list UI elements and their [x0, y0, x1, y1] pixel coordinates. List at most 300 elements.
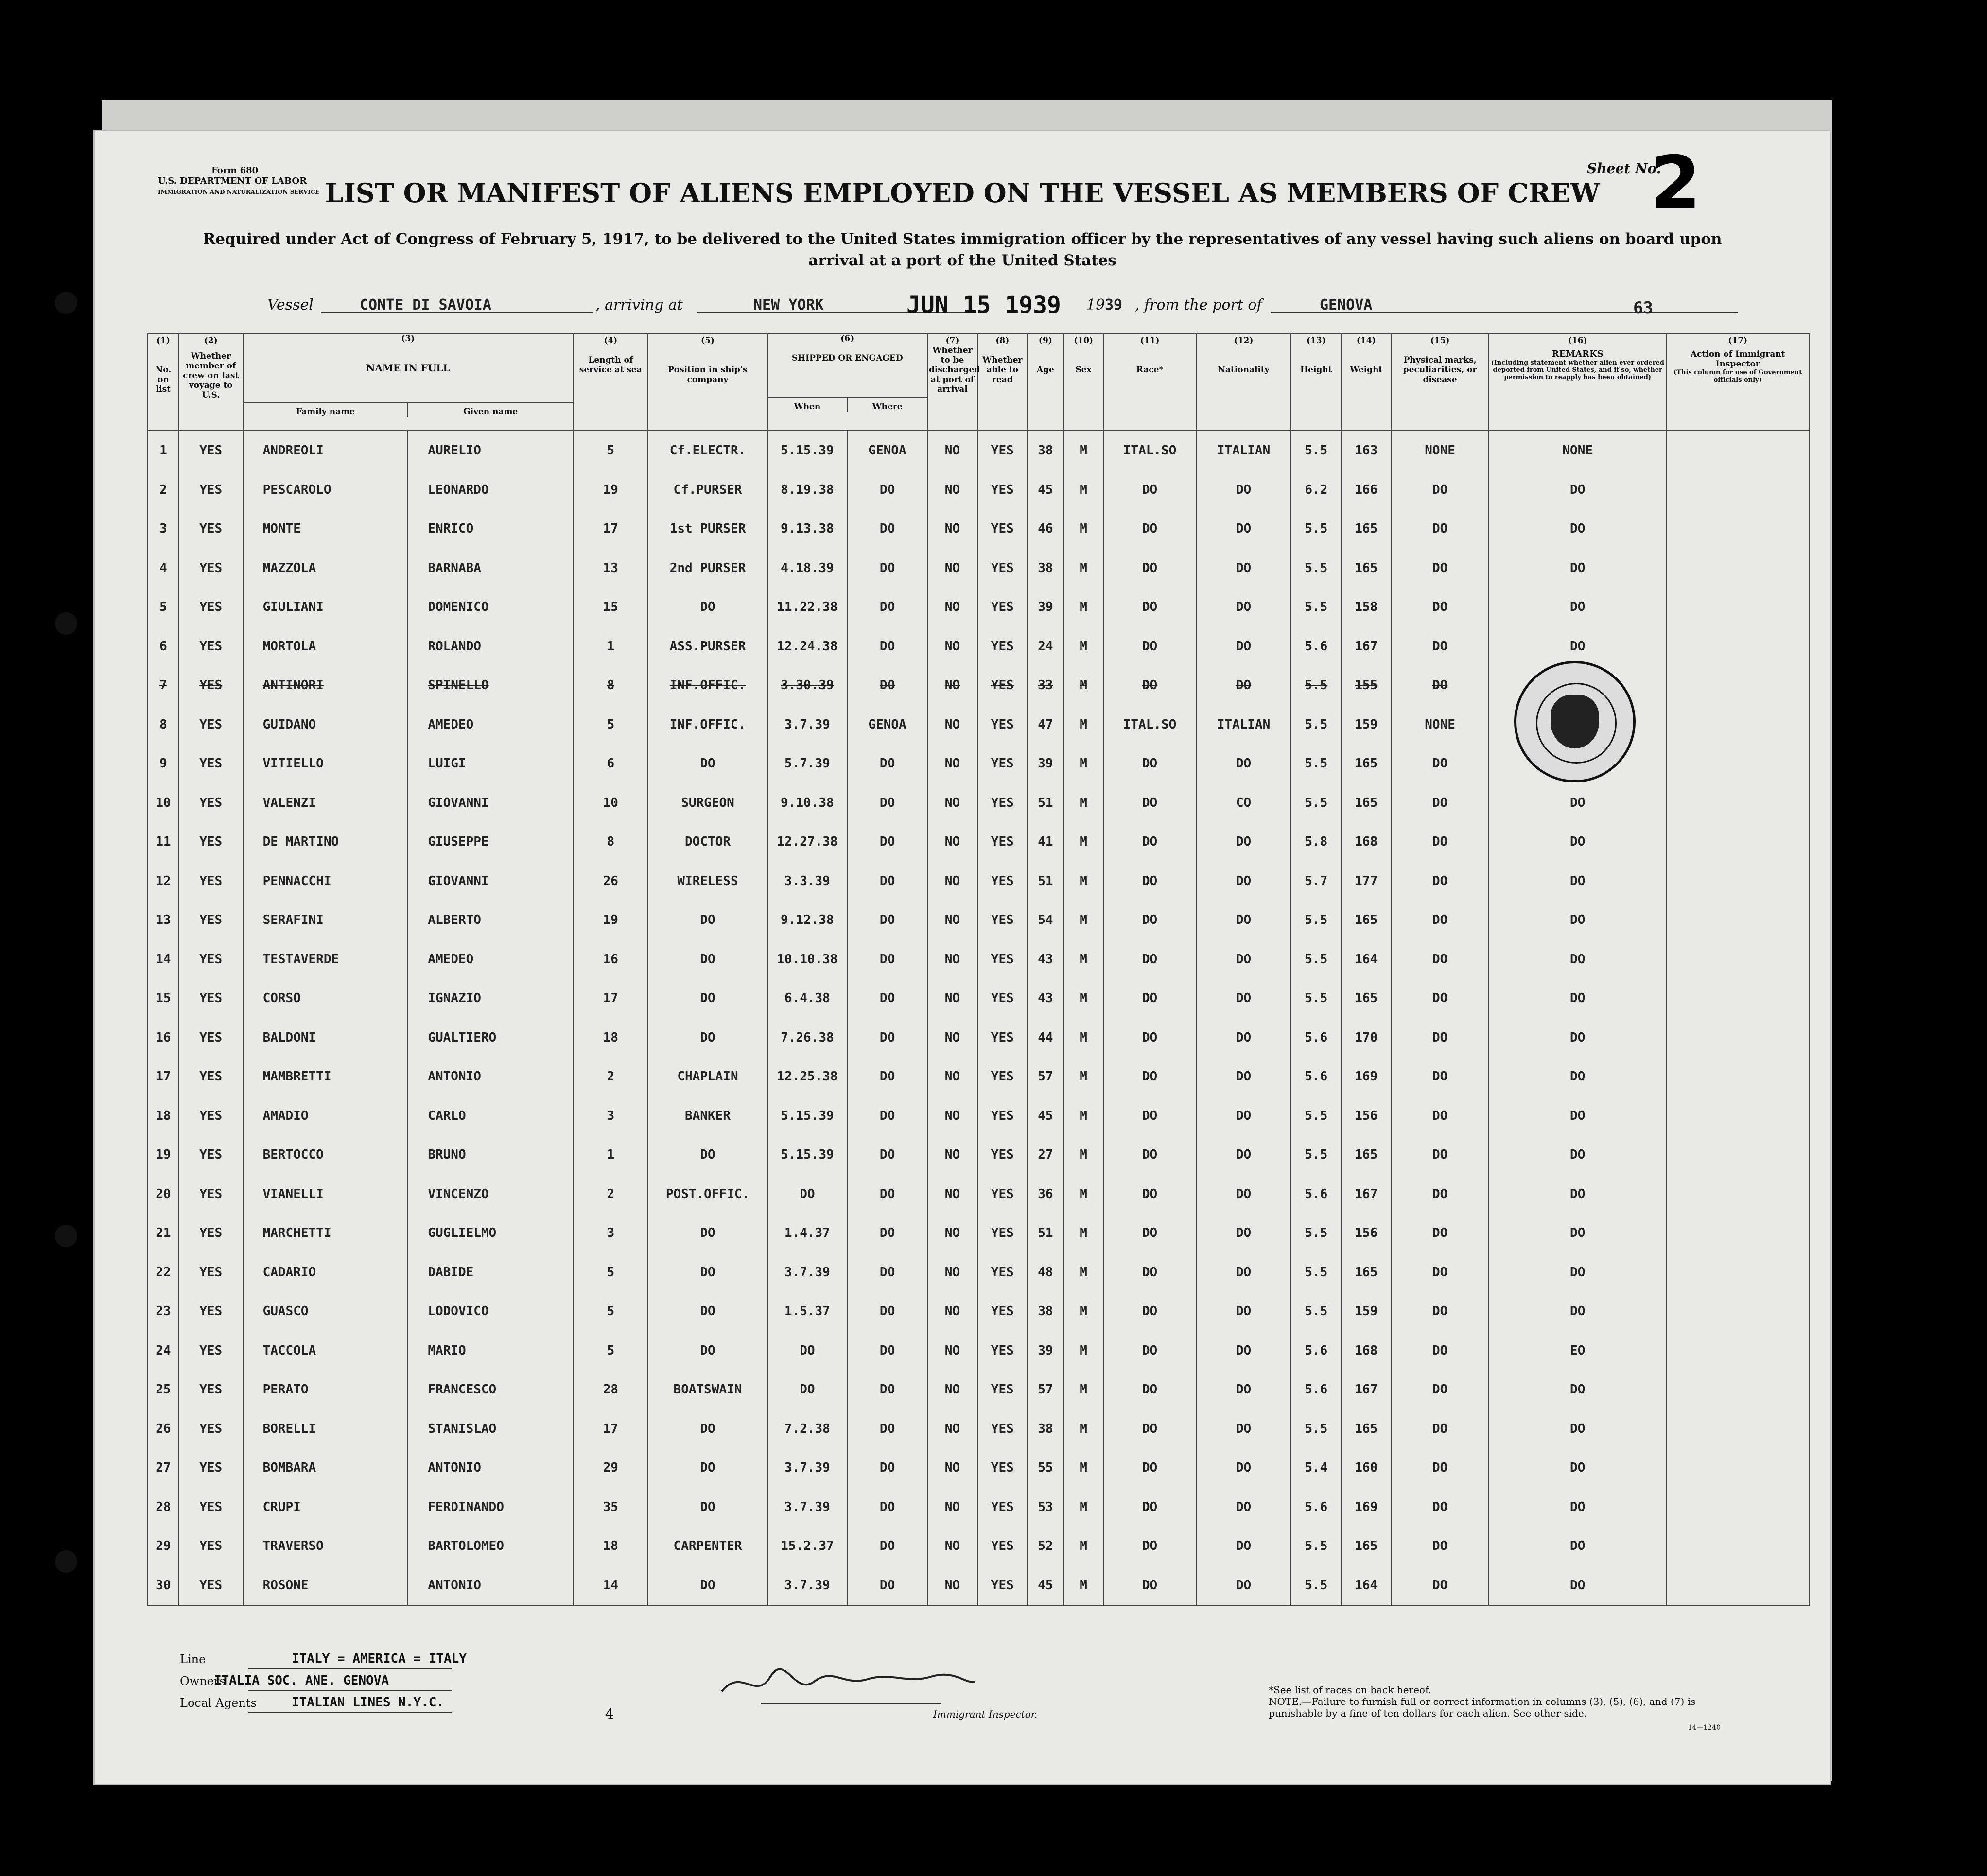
- table-cell: DO: [1391, 666, 1489, 705]
- table-cell: M: [1063, 1096, 1103, 1136]
- table-cell: 5.6: [1291, 1331, 1341, 1371]
- table-cell: 165: [1341, 744, 1391, 783]
- table-cell: EO: [1489, 1331, 1666, 1371]
- table-cell: YES: [179, 744, 243, 783]
- table-cell: 7: [148, 666, 179, 705]
- table-cell: 2: [573, 1175, 648, 1214]
- table-cell: GUASCO: [243, 1292, 408, 1331]
- table-cell: DO: [847, 1057, 927, 1096]
- table-cell: YES: [977, 940, 1028, 979]
- col-header-read: (8) Whether able to read: [977, 333, 1028, 431]
- table-cell: DO: [1489, 1018, 1666, 1058]
- table-cell: 44: [1028, 1018, 1063, 1058]
- table-cell: YES: [179, 549, 243, 588]
- binder-hole: [55, 1225, 77, 1247]
- table-cell: 16: [573, 940, 648, 979]
- table-cell: 160: [1341, 1448, 1391, 1488]
- table-cell: DO: [1103, 549, 1196, 588]
- table-row: [148, 783, 1809, 823]
- table-cell: DOMENICO: [408, 588, 573, 627]
- table-cell: DO: [1489, 783, 1666, 823]
- table-cell: CRUPI: [243, 1488, 408, 1527]
- col-header-position: (5) Position in ship's company: [648, 333, 767, 431]
- table-cell: M: [1063, 1331, 1103, 1371]
- table-cell: MARIO: [408, 1331, 573, 1371]
- table-cell: DO: [847, 1253, 927, 1292]
- table-cell: YES: [977, 979, 1028, 1018]
- table-cell: 1: [573, 627, 648, 666]
- table-cell: BOATSWAIN: [648, 1370, 767, 1409]
- table-cell: DO: [1103, 1370, 1196, 1409]
- table-cell: DO: [1103, 1527, 1196, 1566]
- table-cell: YES: [179, 979, 243, 1018]
- table-cell: DO: [847, 1175, 927, 1214]
- table-cell: 18: [573, 1018, 648, 1058]
- table-cell: 35: [573, 1488, 648, 1527]
- table-cell: M: [1063, 822, 1103, 862]
- table-cell: BRUNO: [408, 1135, 573, 1175]
- table-cell: 8: [573, 822, 648, 862]
- department-name: U.S. DEPARTMENT OF LABOR: [158, 176, 307, 186]
- table-cell: NO: [927, 1175, 977, 1214]
- table-cell: M: [1063, 1488, 1103, 1527]
- table-cell: YES: [977, 1488, 1028, 1527]
- table-cell: 47: [1028, 705, 1063, 745]
- table-cell-action: [1666, 744, 1809, 783]
- table-cell: YES: [977, 431, 1028, 470]
- table-cell: 12: [148, 862, 179, 901]
- table-cell: YES: [977, 1253, 1028, 1292]
- table-cell: M: [1063, 783, 1103, 823]
- table-cell: YES: [179, 588, 243, 627]
- table-cell: 5.15.39: [767, 1096, 848, 1136]
- table-cell: NONE: [1391, 705, 1489, 745]
- table-cell: 5.5: [1291, 783, 1341, 823]
- table-row: [148, 470, 1809, 510]
- table-cell: CO: [1196, 783, 1291, 823]
- table-cell: DO: [847, 744, 927, 783]
- table-cell: YES: [977, 1370, 1028, 1409]
- table-cell: YES: [977, 470, 1028, 510]
- table-cell: DO: [1103, 1096, 1196, 1136]
- table-cell: DO: [1391, 1292, 1489, 1331]
- table-cell: 5.5: [1291, 509, 1341, 549]
- table-cell: NO: [927, 1018, 977, 1058]
- table-cell: DO: [1489, 509, 1666, 549]
- table-cell: M: [1063, 1448, 1103, 1488]
- footer-line: [180, 1651, 467, 1666]
- table-cell: DO: [1391, 1096, 1489, 1136]
- table-cell: ITALIAN: [1196, 431, 1291, 470]
- table-cell: M: [1063, 1527, 1103, 1566]
- table-cell: MORTOLA: [243, 627, 408, 666]
- table-cell: AMEDEO: [408, 940, 573, 979]
- table-cell: 5.5: [1291, 1214, 1341, 1253]
- table-cell: 1: [148, 431, 179, 470]
- col-header-action: (17) Action of Immigrant Inspector (This column for use of Government officials only): [1666, 333, 1809, 431]
- agents-label: Local Agents: [180, 1696, 257, 1710]
- table-cell: DO: [1489, 470, 1666, 510]
- table-cell: DO: [1391, 470, 1489, 510]
- table-cell: 4: [148, 549, 179, 588]
- table-cell: MARCHETTI: [243, 1214, 408, 1253]
- table-cell: BORELLI: [243, 1409, 408, 1449]
- table-cell: NO: [927, 783, 977, 823]
- table-cell: NO: [927, 470, 977, 510]
- col-header-name: (3) NAME IN FULL Family name Given name: [243, 333, 573, 431]
- table-row: [148, 588, 1809, 627]
- table-cell: 5.6: [1291, 1018, 1341, 1058]
- col-header-physical: (15) Physical marks, peculiarities, or disease: [1391, 333, 1489, 431]
- table-row: [148, 1488, 1809, 1527]
- table-cell: DO: [847, 1331, 927, 1371]
- table-cell: M: [1063, 431, 1103, 470]
- table-cell-action: [1666, 1527, 1809, 1566]
- table-cell: 3.30.39: [767, 666, 848, 705]
- footer-owners: [180, 1673, 389, 1688]
- table-cell: ANTINORI: [243, 666, 408, 705]
- table-cell: 168: [1341, 1331, 1391, 1371]
- table-cell: DO: [1196, 940, 1291, 979]
- table-cell: POST.OFFIC.: [648, 1175, 767, 1214]
- table-cell: 5.6: [1291, 1370, 1341, 1409]
- table-cell-action: [1666, 1448, 1809, 1488]
- table-cell: 25: [148, 1370, 179, 1409]
- table-cell: DO: [1391, 1175, 1489, 1214]
- table-cell: 21: [148, 1214, 179, 1253]
- table-cell: 5.5: [1291, 940, 1341, 979]
- table-cell: DO: [648, 1331, 767, 1371]
- table-cell: DO: [847, 901, 927, 940]
- table-cell: 3.7.39: [767, 705, 848, 745]
- table-cell: BARNABA: [408, 549, 573, 588]
- table-cell: INF.OFFIC.: [648, 666, 767, 705]
- table-cell: 51: [1028, 783, 1063, 823]
- table-cell: BERTOCCO: [243, 1135, 408, 1175]
- table-cell: 5: [573, 705, 648, 745]
- table-cell: DO: [1489, 1448, 1666, 1488]
- owners-value: ITALIA SOC. ANE. GENOVA: [214, 1673, 389, 1688]
- table-cell: DO: [1196, 901, 1291, 940]
- table-cell: YES: [179, 822, 243, 862]
- table-cell: DO: [1489, 1527, 1666, 1566]
- table-cell: YES: [179, 1331, 243, 1371]
- service-name: IMMIGRATION AND NATURALIZATION SERVICE: [158, 189, 320, 195]
- table-cell: M: [1063, 979, 1103, 1018]
- table-cell: 17: [573, 1409, 648, 1449]
- table-cell: YES: [179, 705, 243, 745]
- penalty-note: NOTE.—Failure to furnish full or correct information in columns (3), (5), (6), and (7) is punishable by a fine of ten dollars for each alien. See other side.: [1269, 1696, 1696, 1719]
- table-cell: DO: [1489, 1214, 1666, 1253]
- table-cell: 17: [573, 979, 648, 1018]
- table-cell: YES: [977, 1135, 1028, 1175]
- table-cell: DO: [648, 1566, 767, 1606]
- table-cell: 36: [1028, 1175, 1063, 1214]
- table-cell-action: [1666, 627, 1809, 666]
- table-cell: 19: [573, 470, 648, 510]
- table-cell: 5.15.39: [767, 431, 848, 470]
- table-cell: 6.2: [1291, 470, 1341, 510]
- table-cell: M: [1063, 666, 1103, 705]
- table-cell: DO: [1196, 588, 1291, 627]
- table-cell: 5.5: [1291, 901, 1341, 940]
- table-cell: DO: [1103, 1409, 1196, 1449]
- departure-port: GENOVA: [1320, 296, 1373, 313]
- from-label: , from the port of: [1135, 296, 1262, 313]
- table-cell: 3: [573, 1214, 648, 1253]
- table-cell: DO: [1391, 588, 1489, 627]
- table-cell-action: [1666, 588, 1809, 627]
- table-cell: PENNACCHI: [243, 862, 408, 901]
- table-cell: 5.7: [1291, 862, 1341, 901]
- table-cell: NO: [927, 1057, 977, 1096]
- vessel-label: Vessel: [267, 296, 314, 313]
- table-cell: 13: [573, 549, 648, 588]
- table-cell: DO: [1103, 509, 1196, 549]
- table-cell: DO: [1391, 1527, 1489, 1566]
- table-cell: DO: [648, 901, 767, 940]
- table-cell: DO: [648, 588, 767, 627]
- table-cell: STANISLAO: [408, 1409, 573, 1449]
- table-cell: DO: [1196, 1175, 1291, 1214]
- table-cell: 5.5: [1291, 1566, 1341, 1606]
- col-header-height: (13) Height: [1291, 333, 1341, 431]
- table-cell: GUGLIELMO: [408, 1214, 573, 1253]
- table-cell: 5.5: [1291, 1135, 1341, 1175]
- table-cell: DO: [1489, 1253, 1666, 1292]
- table-cell: GUIDANO: [243, 705, 408, 745]
- table-cell: M: [1063, 1409, 1103, 1449]
- table-cell: DO: [1196, 979, 1291, 1018]
- table-cell: NONE: [1391, 431, 1489, 470]
- table-cell: YES: [977, 588, 1028, 627]
- table-cell: DO: [1103, 1566, 1196, 1606]
- table-cell: MAMBRETTI: [243, 1057, 408, 1096]
- table-cell: Cf.ELECTR.: [648, 431, 767, 470]
- table-cell: 5.4: [1291, 1448, 1341, 1488]
- table-cell: 15.2.37: [767, 1527, 848, 1566]
- table-cell: 5.6: [1291, 627, 1341, 666]
- table-cell: CADARIO: [243, 1253, 408, 1292]
- table-cell: DO: [847, 1370, 927, 1409]
- table-cell: 18: [148, 1096, 179, 1136]
- table-cell: DABIDE: [408, 1253, 573, 1292]
- col-header-family-name: Family name: [244, 403, 409, 417]
- binder-hole: [55, 292, 77, 314]
- table-cell: DO: [648, 1448, 767, 1488]
- table-cell-action: [1666, 1214, 1809, 1253]
- eagle-icon: [1551, 695, 1599, 748]
- table-cell: YES: [977, 1018, 1028, 1058]
- table-cell: SERAFINI: [243, 901, 408, 940]
- table-cell: VITIELLO: [243, 744, 408, 783]
- table-cell: BOMBARA: [243, 1448, 408, 1488]
- table-cell: PERATO: [243, 1370, 408, 1409]
- table-cell: DO: [1489, 1096, 1666, 1136]
- vessel-name: CONTE DI SAVOIA: [360, 296, 491, 313]
- table-cell: NO: [927, 509, 977, 549]
- table-cell: DO: [1489, 1292, 1666, 1331]
- table-cell: 38: [1028, 431, 1063, 470]
- table-cell: ITAL.SO: [1103, 705, 1196, 745]
- table-cell: DO: [1103, 666, 1196, 705]
- table-cell: 30: [148, 1566, 179, 1606]
- table-cell: DO: [1103, 783, 1196, 823]
- table-cell: DO: [1391, 1566, 1489, 1606]
- table-cell: 45: [1028, 1096, 1063, 1136]
- table-cell: 17: [148, 1057, 179, 1096]
- table-cell: LEONARDO: [408, 470, 573, 510]
- table-cell: 164: [1341, 940, 1391, 979]
- table-cell: DO: [1391, 783, 1489, 823]
- table-cell: LODOVICO: [408, 1292, 573, 1331]
- table-cell: 2nd PURSER: [648, 549, 767, 588]
- table-cell: NO: [927, 1096, 977, 1136]
- table-cell: DO: [1391, 744, 1489, 783]
- table-cell: DO: [1489, 901, 1666, 940]
- table-cell: DO: [1489, 1370, 1666, 1409]
- table-cell: 39: [1028, 1331, 1063, 1371]
- table-cell: ROLANDO: [408, 627, 573, 666]
- table-cell: 165: [1341, 901, 1391, 940]
- table-cell: NO: [927, 901, 977, 940]
- table-cell: 1: [573, 1135, 648, 1175]
- table-cell: ASS.PURSER: [648, 627, 767, 666]
- table-cell: 177: [1341, 862, 1391, 901]
- table-cell: DO: [847, 979, 927, 1018]
- table-cell: YES: [977, 901, 1028, 940]
- table-cell: NO: [927, 431, 977, 470]
- table-cell: PESCAROLO: [243, 470, 408, 510]
- table-cell-action: [1666, 509, 1809, 549]
- table-cell: DE MARTINO: [243, 822, 408, 862]
- col-header-discharged: (7) Whether to be discharged at port of arrival: [927, 333, 977, 431]
- table-cell-action: [1666, 666, 1809, 705]
- table-cell: DO: [1103, 1175, 1196, 1214]
- table-cell: DO: [1391, 940, 1489, 979]
- table-cell: DO: [1391, 1370, 1489, 1409]
- table-cell: DO: [1196, 1566, 1291, 1606]
- table-cell: DO: [1391, 862, 1489, 901]
- table-row: [148, 431, 1809, 470]
- table-cell-action: [1666, 1175, 1809, 1214]
- table-cell: MONTE: [243, 509, 408, 549]
- table-cell: NO: [927, 1370, 977, 1409]
- col-header-race: (11) Race*: [1103, 333, 1196, 431]
- manifest-sheet: [95, 131, 1830, 1784]
- table-cell: DO: [1103, 1018, 1196, 1058]
- table-cell: 5.5: [1291, 1292, 1341, 1331]
- table-cell: 5.5: [1291, 431, 1341, 470]
- table-cell: 57: [1028, 1057, 1063, 1096]
- table-cell: 12.25.38: [767, 1057, 848, 1096]
- table-cell: 1st PURSER: [648, 509, 767, 549]
- table-cell: 33: [1028, 666, 1063, 705]
- table-cell: 6.4.38: [767, 979, 848, 1018]
- table-cell: DO: [1489, 1175, 1666, 1214]
- binder-hole: [55, 1550, 77, 1573]
- table-cell: M: [1063, 1253, 1103, 1292]
- table-cell: DO: [847, 627, 927, 666]
- table-cell: 27: [1028, 1135, 1063, 1175]
- table-cell: 158: [1341, 588, 1391, 627]
- table-cell: 5.5: [1291, 588, 1341, 627]
- table-cell: 1.4.37: [767, 1214, 848, 1253]
- table-cell: DO: [1391, 1135, 1489, 1175]
- table-cell: YES: [179, 901, 243, 940]
- table-cell: DO: [1196, 822, 1291, 862]
- table-cell: GIULIANI: [243, 588, 408, 627]
- table-row: [148, 1566, 1809, 1606]
- table-cell: YES: [179, 666, 243, 705]
- table-cell: YES: [977, 705, 1028, 745]
- table-cell: M: [1063, 588, 1103, 627]
- table-cell: 165: [1341, 549, 1391, 588]
- table-cell: DO: [1196, 1331, 1291, 1371]
- table-cell: DO: [1103, 1214, 1196, 1253]
- table-cell: VINCENZO: [408, 1175, 573, 1214]
- table-cell: DO: [847, 1292, 927, 1331]
- table-row: [148, 1214, 1809, 1253]
- table-cell-action: [1666, 1135, 1809, 1175]
- line-value: ITALY = AMERICA = ITALY: [292, 1651, 467, 1666]
- table-cell: YES: [977, 1057, 1028, 1096]
- table-cell: YES: [179, 470, 243, 510]
- table-cell: 165: [1341, 783, 1391, 823]
- col-header-weight: (14) Weight: [1341, 333, 1391, 431]
- table-cell: DO: [1196, 1448, 1291, 1488]
- col-header-shipped: (6) SHIPPED OR ENGAGED When Where: [767, 333, 927, 431]
- table-cell: 5.5: [1291, 1096, 1341, 1136]
- table-cell: 9.13.38: [767, 509, 848, 549]
- table-cell: YES: [977, 1331, 1028, 1371]
- table-cell-action: [1666, 431, 1809, 470]
- table-cell: 55: [1028, 1448, 1063, 1488]
- inspector-signature: [712, 1657, 984, 1711]
- table-cell: 165: [1341, 1253, 1391, 1292]
- table-cell: WIRELESS: [648, 862, 767, 901]
- table-cell: NO: [927, 744, 977, 783]
- table-cell: DO: [1391, 1253, 1489, 1292]
- table-cell: 5: [148, 588, 179, 627]
- table-cell: 163: [1341, 431, 1391, 470]
- table-cell: 45: [1028, 1566, 1063, 1606]
- footer-notes: [1269, 1684, 1721, 1734]
- table-cell: 5.5: [1291, 549, 1341, 588]
- table-cell: CHAPLAIN: [648, 1057, 767, 1096]
- table-cell: NO: [927, 940, 977, 979]
- table-cell-action: [1666, 1253, 1809, 1292]
- table-cell: NO: [927, 979, 977, 1018]
- table-cell: 8.19.38: [767, 470, 848, 510]
- table-cell: DO: [1103, 1135, 1196, 1175]
- table-cell: ITALIAN: [1196, 705, 1291, 745]
- sheet-number: 2: [1650, 141, 1701, 226]
- page-title: LIST OR MANIFEST OF ALIENS EMPLOYED ON THE VESSEL AS MEMBERS OF CREW: [325, 177, 1600, 208]
- table-cell: DO: [847, 940, 927, 979]
- table-cell: M: [1063, 744, 1103, 783]
- table-cell: NO: [927, 666, 977, 705]
- table-cell: M: [1063, 705, 1103, 745]
- table-row: [148, 1448, 1809, 1488]
- table-cell: 19: [573, 901, 648, 940]
- table-cell: 4.18.39: [767, 549, 848, 588]
- table-cell: NO: [927, 1135, 977, 1175]
- table-cell: 12.27.38: [767, 822, 848, 862]
- table-cell: INF.OFFIC.: [648, 705, 767, 745]
- table-cell: DO: [847, 1135, 927, 1175]
- table-cell-action: [1666, 1370, 1809, 1409]
